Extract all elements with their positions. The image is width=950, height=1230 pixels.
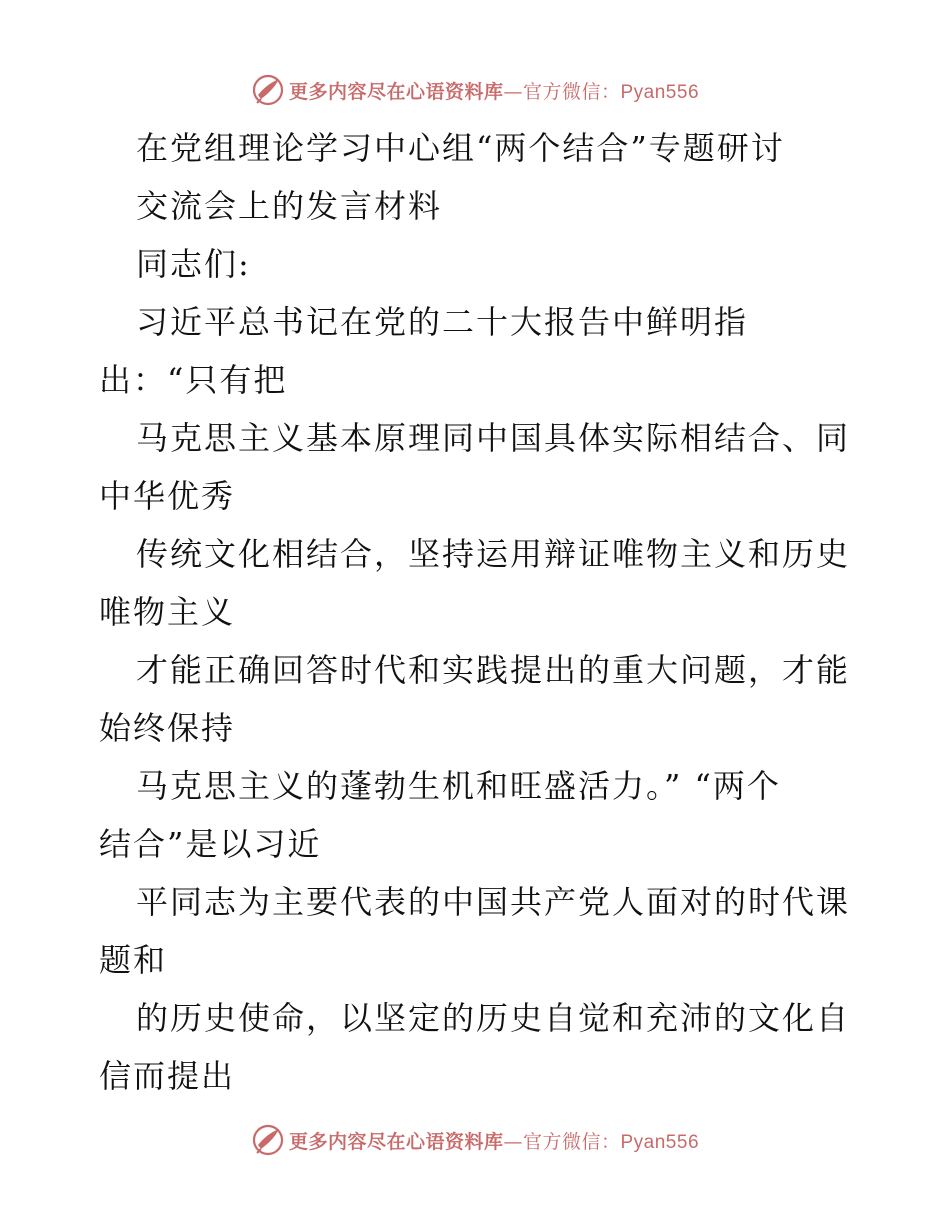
watermark-text — [289, 1127, 699, 1154]
text-line: 中华优秀 — [99, 477, 236, 515]
document-title-line-1: 在党组理论学习中心组“两个结合”专题研讨 — [136, 129, 785, 167]
text-line: 始终保持 — [99, 709, 236, 747]
text-line: 题和 — [99, 941, 168, 979]
watermark-wechat-label: 官方微信： — [522, 1130, 621, 1153]
header-watermark — [0, 70, 950, 110]
text-line: 才能正确回答时代和实践提出的重大问题，才能 — [136, 651, 851, 689]
text-line: 马克思主义的蓬勃生机和旺盛活力。” “两个 — [136, 767, 781, 805]
text-line: 平同志为主要代表的中国共产党人面对的时代课 — [136, 883, 851, 921]
salutation: 同志们: — [136, 245, 251, 283]
text-line: 习近平总书记在党的二十大报告中鲜明指 — [136, 303, 749, 341]
text-line: 出：“只有把 — [99, 361, 288, 399]
fountain-pen-logo-icon — [251, 73, 285, 107]
watermark-wechat-id: Pyan556 — [620, 81, 700, 103]
text-line: 唯物主义 — [99, 593, 236, 631]
fountain-pen-logo-icon — [251, 1123, 285, 1157]
text-line: 信而提出 — [99, 1057, 236, 1095]
watermark-wechat-id: Pyan556 — [620, 1131, 700, 1153]
text-line: 传统文化相结合，坚持运用辩证唯物主义和历史 — [136, 535, 851, 573]
text-line: 马克思主义基本原理同中国具体实际相结合、同 — [136, 419, 851, 457]
watermark-wechat-label: 官方微信： — [522, 80, 621, 103]
watermark-text — [289, 77, 699, 104]
watermark-separator: — — [503, 80, 523, 103]
text-line: 结合”是以习近 — [99, 825, 322, 863]
watermark-brand: 更多内容尽在心语资料库 — [288, 1130, 504, 1153]
watermark-brand: 更多内容尽在心语资料库 — [288, 80, 504, 103]
watermark-separator: — — [503, 1130, 523, 1153]
document-title-line-2: 交流会上的发言材料 — [136, 187, 443, 225]
footer-watermark — [0, 1120, 950, 1160]
text-line: 的历史使命，以坚定的历史自觉和充沛的文化自 — [136, 999, 851, 1037]
